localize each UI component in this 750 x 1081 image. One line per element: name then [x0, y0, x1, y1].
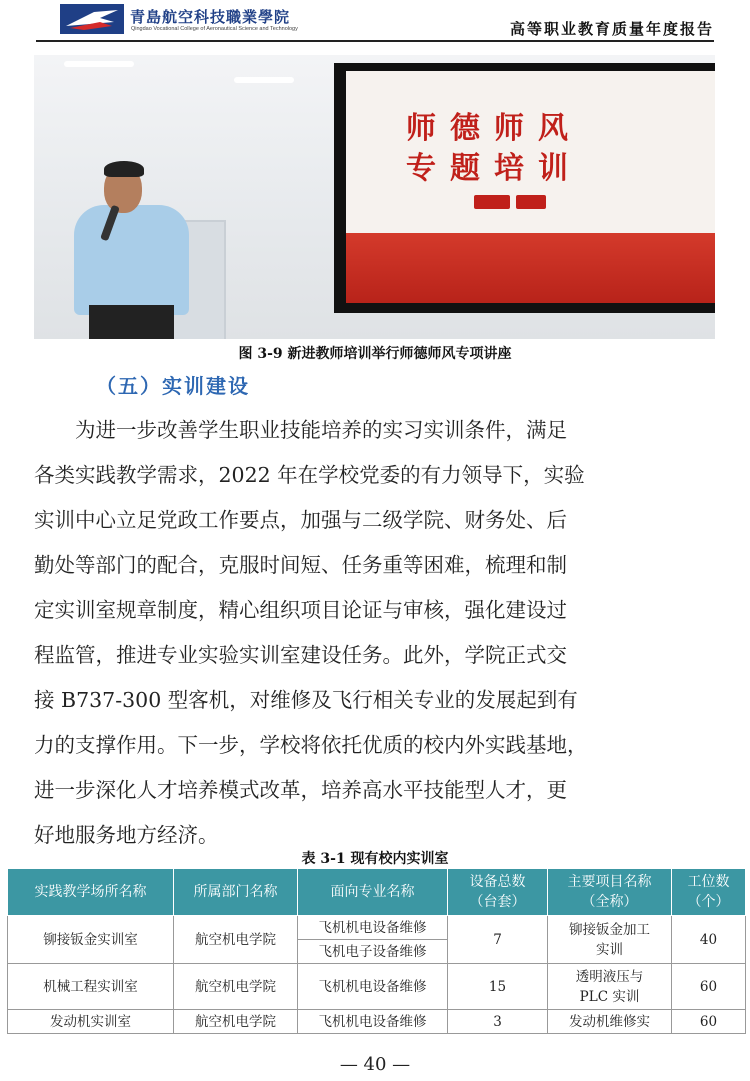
col-header-equipment: 设备总数（台套）	[448, 869, 548, 916]
cell-site-name: 发动机实训室	[8, 1010, 174, 1034]
cell-project: 铆接钣金加工实训	[548, 916, 672, 964]
paragraph-line: 程监管，推进专业实验实训室建设任务。此外，学院正式交	[34, 643, 567, 667]
table-row	[8, 1010, 746, 1034]
section-heading: （五）实训建设	[96, 374, 250, 398]
cell-dept: 航空机电学院	[174, 916, 298, 964]
cell-equipment: 15	[448, 964, 548, 1010]
cell-dept: 航空机电学院	[174, 964, 298, 1010]
col-header-project: 主要项目名称（全称）	[548, 869, 672, 916]
cell-project: 发动机维修实	[548, 1010, 672, 1034]
college-logo-icon	[60, 4, 124, 34]
slide-red-band	[346, 233, 715, 303]
speaker-hair	[104, 161, 144, 177]
ceiling-light	[234, 77, 294, 83]
cell-site-name: 铆接钣金实训室	[8, 916, 174, 964]
report-title: 高等职业教育质量年度报告	[509, 20, 714, 38]
cell-stations: 60	[672, 1010, 746, 1034]
paragraph-line: 勤处等部门的配合，克服时间短、任务重等困难，梳理和制	[34, 553, 567, 577]
speaker-figure	[74, 205, 189, 315]
cell-stations: 60	[672, 964, 746, 1010]
cell-major: 飞机电子设备维修	[298, 940, 448, 964]
cell-project: 透明液压与 PLC 实训	[548, 964, 672, 1010]
paragraph-line: 各类实践教学需求，2022 年在学校党委的有力领导下，实验	[34, 463, 585, 487]
school-name-en: Qingdao Vocational College of Aeronautical Science and Technology	[131, 26, 298, 32]
col-header-site-name: 实践教学场所名称	[8, 869, 174, 916]
speaker-legs	[89, 305, 174, 339]
slide-title-line2: 专题培训	[406, 151, 582, 186]
table-row	[8, 916, 746, 940]
paragraph-line: 为进一步改善学生职业技能培养的实习实训条件，满足	[34, 418, 567, 442]
figure-caption: 图 3-9 新进教师培训举行师德师风专项讲座	[238, 346, 512, 362]
cell-major: 飞机机电设备维修	[298, 1010, 448, 1034]
col-header-dept: 所属部门名称	[174, 869, 298, 916]
cell-equipment: 3	[448, 1010, 548, 1034]
header-divider	[36, 40, 714, 42]
school-name-cn: 青島航空科技職業學院	[130, 8, 291, 26]
cell-site-name: 机械工程实训室	[8, 964, 174, 1010]
col-header-majors: 面向专业名称	[298, 869, 448, 916]
paragraph-line: 定实训室规章制度，精心组织项目论证与审核，强化建设过	[34, 598, 567, 622]
slide-speaker-tag	[516, 195, 546, 209]
paragraph-line: 进一步深化人才培养模式改革，培养高水平技能型人才，更	[34, 778, 567, 802]
lecture-photo	[34, 55, 715, 339]
cell-stations: 40	[672, 916, 746, 964]
cell-dept: 航空机电学院	[174, 1010, 298, 1034]
paragraph-line: 接 B737-300 型客机，对维修及飞行相关专业的发展起到有	[34, 688, 578, 712]
ceiling-light	[64, 61, 134, 67]
training-room-table	[7, 868, 746, 1034]
slide-title-line1: 师德师风	[406, 111, 582, 146]
cell-major: 飞机机电设备维修	[298, 964, 448, 1010]
col-header-stations: 工位数（个）	[672, 869, 746, 916]
page-number: — 40 —	[339, 1054, 411, 1075]
cell-major: 飞机机电设备维修	[298, 916, 448, 940]
paragraph-line: 力的支撑作用。下一步，学校将依托优质的校内外实践基地，	[34, 733, 588, 757]
slide-speaker-tag	[474, 195, 510, 209]
display-screen	[346, 71, 715, 303]
table-title: 表 3-1 现有校内实训室	[301, 851, 449, 867]
paragraph-line: 实训中心立足党政工作要点，加强与二级学院、财务处、后	[34, 508, 567, 532]
table-header-row	[8, 869, 746, 916]
table-row	[8, 964, 746, 1010]
cell-equipment: 7	[448, 916, 548, 964]
paragraph-line: 好地服务地方经济。	[34, 823, 219, 847]
page-header	[0, 0, 750, 44]
